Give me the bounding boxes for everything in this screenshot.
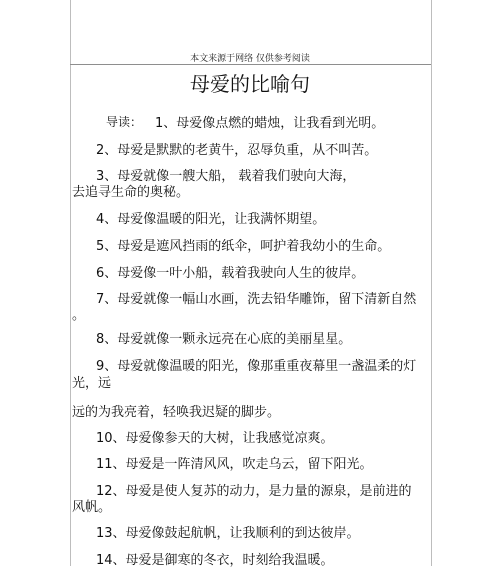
text-line: 6、母爱像一叶小船，载着我驶向人生的彼岸。: [96, 266, 365, 281]
text-line: 。: [72, 308, 86, 323]
text-line: 8、母爱就像一颗永远亮在心底的美丽星星。: [96, 332, 352, 347]
header-rule: [70, 64, 431, 65]
lead-label: 导读：: [106, 115, 143, 129]
page-title: 母爱的比喻句: [190, 72, 310, 96]
text-line: 1、母爱像点燃的蜡烛，让我看到光明。: [155, 116, 385, 131]
text-line: 风帆。: [72, 500, 112, 515]
text-line: 10、母爱像参天的大树，让我感觉凉爽。: [96, 431, 334, 446]
text-line: 3、母爱就像一艘大船， 载着我们驶向大海，: [96, 169, 356, 184]
text-line: 9、母爱就像温暖的阳光，像那重重夜幕里一盏温柔的灯: [96, 359, 417, 374]
text-line: 4、母爱像温暖的阳光，让我满怀期望。: [96, 212, 326, 227]
text-line: 5、母爱是遮风挡雨的纸伞，呵护着我幼小的生命。: [96, 239, 391, 254]
header-note: 本文来源于网络 仅供参考阅读: [190, 54, 310, 64]
text-line: 远的为我亮着，轻唤我迟疑的脚步。: [72, 405, 281, 420]
text-line: 14、母爱是御寒的冬衣，时刻给我温暖。: [96, 553, 334, 568]
text-line: 2、母爱是默默的老黄牛，忍辱负重，从不叫苦。: [96, 143, 378, 158]
text-line: 13、母爱像鼓起航帆，让我顺利的到达彼岸。: [96, 526, 360, 541]
text-line: 去追寻生命的奥秘。: [72, 185, 190, 200]
text-line: 光，远: [72, 376, 112, 391]
text-line: 12、母爱是使人复苏的动力，是力量的源泉，是前进的: [96, 484, 412, 499]
text-line: 7、母爱就像一幅山水画，洗去铅华雕饰，留下清新自然: [96, 292, 417, 307]
text-line: 11、母爱是一阵清风风，吹走乌云，留下阳光。: [96, 457, 373, 472]
